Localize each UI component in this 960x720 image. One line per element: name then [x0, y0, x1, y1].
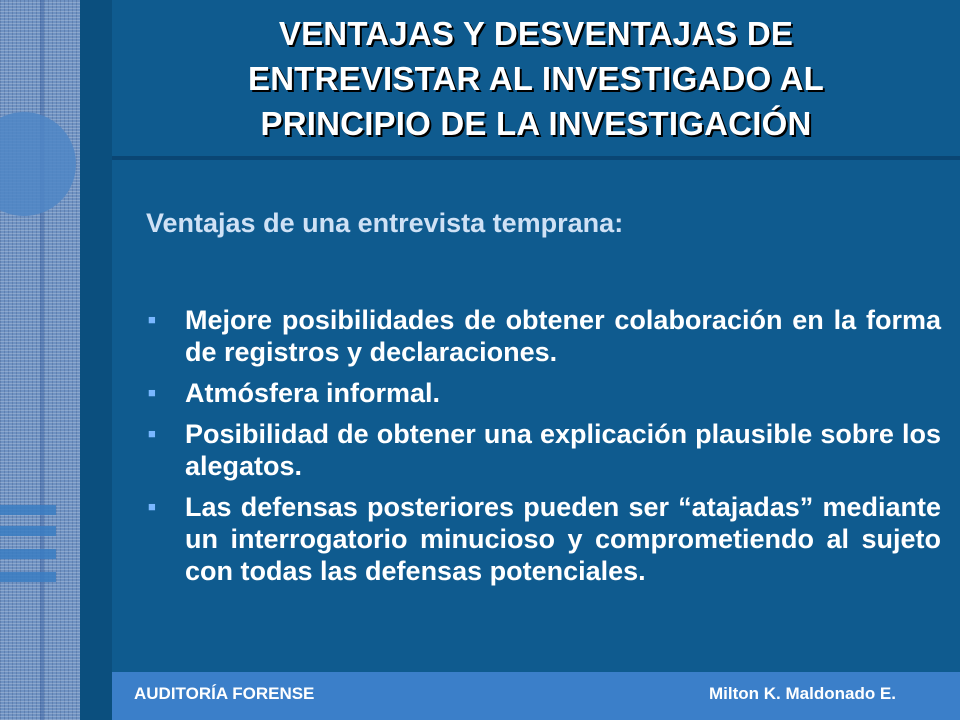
decorative-stripe	[0, 572, 56, 582]
square-bullet-icon: ■	[148, 312, 156, 327]
slide-title-line: ENTREVISTAR AL INVESTIGADO AL	[247, 59, 824, 97]
slide-title-line: VENTAJAS Y DESVENTAJAS DE	[278, 14, 794, 52]
bullet-item	[146, 491, 941, 587]
slide-subtitle: Ventajas de una entrevista temprana:	[146, 208, 624, 238]
decorative-stripe	[0, 505, 56, 515]
bullet-text: Las defensas posteriores pueden ser “atajadas” mediante un interrogatorio minucioso y comprometiendo al sujeto con todas las defensas potenciales.	[185, 492, 941, 586]
square-bullet-icon: ■	[148, 499, 156, 514]
bullet-item	[146, 304, 941, 368]
bullet-text: Posibilidad de obtener una explicación plausible sobre los alegatos.	[185, 419, 941, 481]
decorative-circle	[0, 112, 76, 216]
bullet-list	[146, 304, 941, 596]
decorative-stripe	[0, 526, 56, 536]
decorative-side-pattern	[0, 0, 80, 720]
bullet-text: Mejore posibilidades de obtener colaboración en la forma de registros y declaraciones.	[185, 305, 941, 367]
slide-title	[156, 11, 916, 146]
slide-title-line: PRINCIPIO DE LA INVESTIGACIÓN	[260, 104, 812, 142]
bullet-text: Atmósfera informal.	[185, 378, 441, 408]
square-bullet-icon: ■	[148, 426, 156, 441]
decorative-stripe	[0, 549, 56, 559]
footer-course-label: AUDITORÍA FORENSE	[134, 684, 315, 703]
title-divider	[112, 156, 960, 160]
title-area	[112, 0, 960, 156]
decorative-band	[80, 0, 112, 720]
footer-bar	[112, 672, 960, 720]
bullet-item	[146, 418, 941, 482]
decorative-vertical-line	[40, 0, 44, 720]
footer-author-label: Milton K. Maldonado E.	[709, 684, 896, 703]
bullet-item	[146, 377, 941, 409]
square-bullet-icon: ■	[148, 385, 156, 400]
